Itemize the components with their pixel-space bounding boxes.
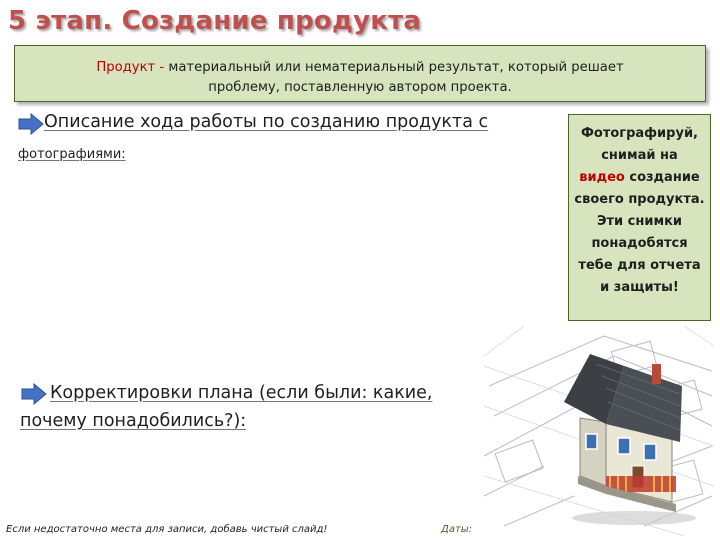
tip-line: и защиты! xyxy=(600,280,679,295)
tip-line xyxy=(569,167,710,189)
definition-term: Продукт - xyxy=(96,60,165,75)
date-label: Даты: xyxy=(441,524,473,535)
house-model-image xyxy=(484,326,714,536)
definition-line-1 xyxy=(15,60,705,75)
tip-line: Фотографируй, xyxy=(581,126,698,141)
tip-line: Эти снимки xyxy=(596,214,683,229)
tip-line: тебе для отчета xyxy=(578,258,701,273)
tip-line: своего продукта. xyxy=(574,192,705,207)
slide-title: 5 этап. Создание продукта xyxy=(8,6,422,36)
definition-text: материальный или нематериальный результат, который решает xyxy=(164,60,624,75)
definition-line-2: проблему, поставленную автором проекта. xyxy=(208,80,512,95)
tip-highlight: видео xyxy=(579,170,625,185)
corrections-heading: Корректировки плана (если были: какие, xyxy=(50,383,433,403)
footer-note: Если недостаточно места для записи, добавь чистый слайд! xyxy=(6,524,328,535)
tip-line-text: создание xyxy=(624,170,700,185)
definition-box xyxy=(14,45,706,102)
arrow-right-icon xyxy=(21,383,47,405)
arrow-right-icon xyxy=(18,113,44,135)
tip-line: снимай на xyxy=(601,148,678,163)
tip-line: понадобятся xyxy=(591,236,688,251)
tip-box xyxy=(568,114,711,321)
description-heading: Описание хода работы по созданию продукта с xyxy=(44,112,489,132)
corrections-heading-continued: почему понадобились?): xyxy=(20,411,247,431)
description-heading-continued: фотографиями: xyxy=(18,147,126,162)
